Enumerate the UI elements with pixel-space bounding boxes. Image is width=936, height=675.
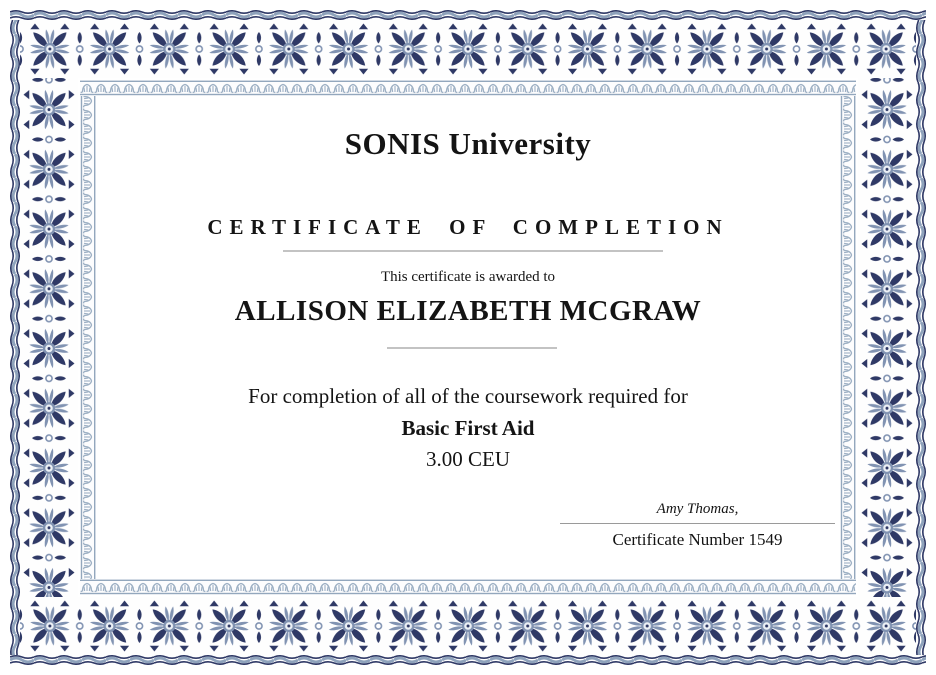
- recipient-divider: [387, 347, 557, 349]
- recipient-name: ALLISON ELIZABETH MCGRAW: [234, 295, 702, 327]
- course-name: Basic First Aid: [401, 416, 535, 440]
- institution-name: SONIS University: [344, 126, 592, 161]
- certificate-number: Certificate Number 1549: [612, 530, 783, 549]
- credit-units: 3.00 CEU: [426, 447, 510, 471]
- completion-statement: For completion of all of the coursework required for: [248, 384, 688, 408]
- heading-divider: [283, 250, 663, 252]
- signer-name: Amy Thomas,: [560, 501, 835, 524]
- signature-block: [560, 501, 835, 550]
- certificate-heading: CERTIFICATE OF COMPLETION: [207, 215, 729, 239]
- awarded-to-label: This certificate is awarded to: [380, 269, 556, 285]
